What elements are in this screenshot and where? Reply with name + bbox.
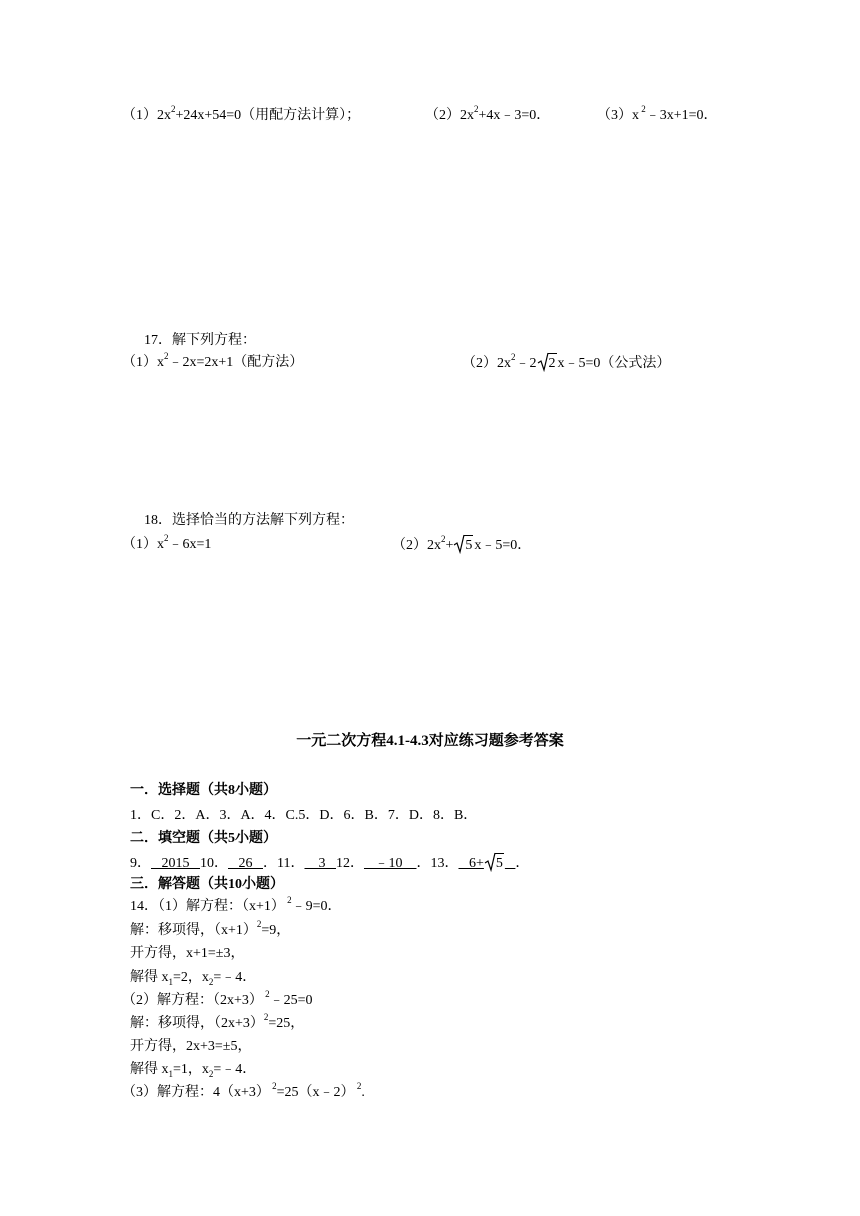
q17-heading: 17．解下列方程：: [144, 333, 256, 348]
section-fill-heading: 二．填空题（共5小题）: [130, 831, 277, 846]
sqrt-symbol: 5: [453, 535, 473, 556]
solution-line-5: （2）解方程：（2x+3） $^2$﹣25=0: [122, 989, 313, 1008]
answer-blank-11: 3: [304, 856, 336, 871]
q18-heading: 18．选择恰当的方法解下列方程：: [144, 513, 354, 528]
answer-blank-9: 2015: [151, 856, 200, 871]
answer-blank-12: ﹣10: [363, 856, 417, 871]
q16-part3: （3）x $^2$﹣3x+1=0．: [597, 104, 718, 123]
solution-line-7: 开方得，2x+3=±5，: [130, 1039, 252, 1054]
section-choice-heading: 一．选择题（共8小题）: [130, 783, 277, 798]
q18-part1: $(1)x^2﹣6x=1$: [122, 533, 212, 552]
q17-part2: $(2)2x^2﹣2$ 2 x﹣5=0（公式法）: [462, 353, 670, 374]
answers-title: 一元二次方程4.1-4.3对应练习题参考答案: [296, 733, 564, 749]
q17-part1: $(1)x^2﹣2x=2x+1$（配方法）: [122, 351, 304, 370]
solution-line-2: 解：移项得，$(x+1)^2=9$，: [130, 919, 291, 938]
answer-blank-13: 6+ 5: [458, 856, 515, 871]
solution-line-1: 14．（1）解方程：（x+1） $^2$﹣9=0．: [130, 895, 342, 914]
sqrt-symbol: 5: [484, 853, 504, 874]
section-solve-heading: 三．解答题（共10小题）: [130, 877, 284, 892]
q16-part2: $(2)2x^2+4x﹣3=0$．: [425, 104, 551, 123]
answer-blank-10: 26: [228, 856, 263, 871]
solution-line-9: （3）解方程：4（x+3） $^2$=25（x﹣2） $^2$.: [122, 1081, 365, 1100]
solution-line-3: 开方得，x+1=±3，: [130, 946, 245, 961]
solution-line-6: 解：移项得，$(2x+3)^2=25$，: [130, 1012, 305, 1031]
choice-answers: 1．C．2．A．3．A．4．C.5．D．6．B．7．D．8．B．: [130, 808, 478, 823]
fill-answers: 9． 2015 10． 26 ．11． 3 12． ﹣10 ．13． 6+ 5 ．: [130, 853, 529, 874]
q16-part1: $(1)2x^2+24x+54=0$（用配方法计算）；: [122, 104, 361, 123]
solution-line-8: 解得 $x_1=1$，$x_2=﹣4$．: [130, 1062, 257, 1079]
q18-part2: $(2)2x^2+$ 5 x﹣5=0．: [392, 535, 531, 556]
solution-line-4: 解得 $x_1=2$，$x_2=﹣4$．: [130, 970, 257, 987]
sqrt-symbol: 2: [537, 353, 557, 374]
